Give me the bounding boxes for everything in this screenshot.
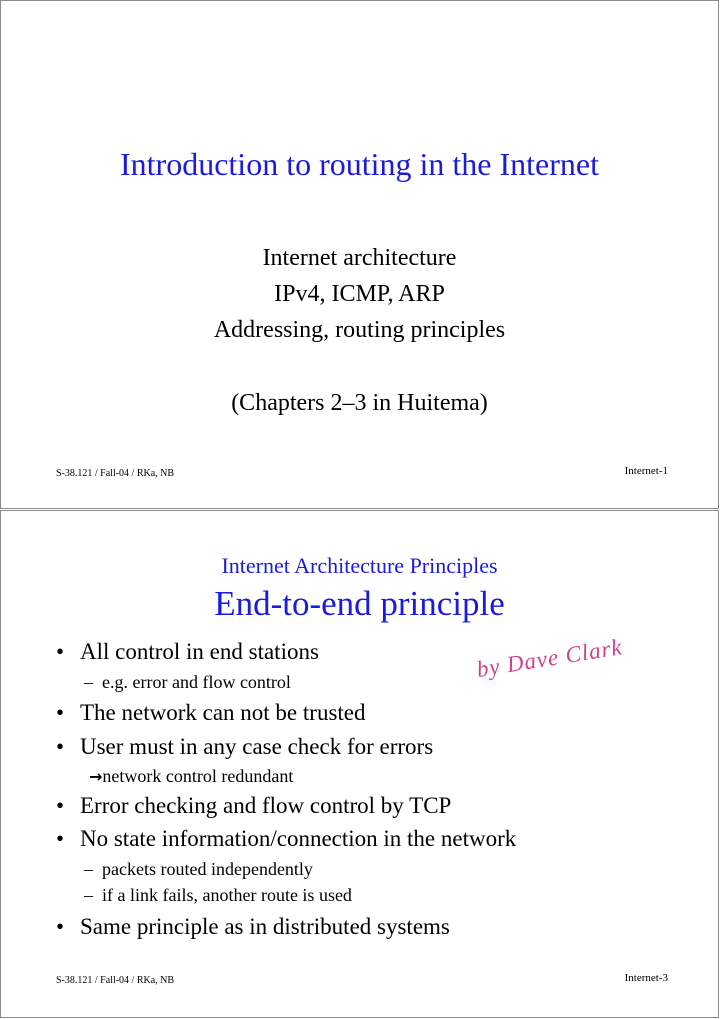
slide-1-footer-page: Internet-1	[624, 465, 668, 477]
bullet-item: • The network can not be trusted	[56, 700, 366, 725]
sub-item-text: e.g. error and flow control	[102, 672, 291, 692]
handwritten-annotation: by Dave Clark	[474, 634, 625, 683]
right-arrow-icon: →	[89, 767, 103, 786]
bullet-text: Same principle as in distributed systems	[80, 914, 450, 939]
bullet-text: The network can not be trusted	[80, 700, 366, 725]
bullet-text: No state information/connection in the network	[80, 826, 517, 851]
slide-1-line-protocols: IPv4, ICMP, ARP	[274, 281, 445, 307]
sub-item-text: packets routed independently	[102, 859, 313, 879]
slide-2-title: End-to-end principle	[214, 584, 505, 623]
bullet-item: • User must in any case check for errors	[56, 734, 434, 759]
bullet-item: • All control in end stations	[56, 639, 319, 664]
sub-item: – if a link fails, another route is used	[84, 885, 352, 905]
slide-2-pretitle: Internet Architecture Principles	[221, 553, 498, 578]
slide-1-title: Introduction to routing in the Internet	[120, 146, 599, 182]
bullet-item: • Error checking and flow control by TCP	[56, 793, 452, 818]
bullet-text: All control in end stations	[80, 639, 319, 664]
slide-1-line-architecture: Internet architecture	[262, 245, 457, 271]
sub-item-text: network control redundant	[102, 766, 294, 786]
bullet-item: • No state information/connection in the network	[56, 826, 517, 851]
sub-item: – e.g. error and flow control	[84, 672, 291, 692]
slide-2-footer-course: S-38.121 / Fall-04 / RKa, NB	[56, 975, 175, 986]
bullet-item: • Same principle as in distributed systems	[56, 914, 450, 939]
bullet-text: Error checking and flow control by TCP	[80, 793, 452, 818]
slide-2	[0, 510, 719, 1018]
slide-1-footer-course: S-38.121 / Fall-04 / RKa, NB	[56, 468, 175, 479]
sub-item-text: if a link fails, another route is used	[102, 885, 352, 905]
slide-2-footer-page: Internet-3	[624, 972, 668, 984]
slide-1-line-addressing: Addressing, routing principles	[213, 317, 506, 343]
sub-item: – packets routed independently	[84, 859, 313, 879]
sub-item	[89, 766, 293, 787]
slide-1-line-chapters: (Chapters 2–3 in Huitema)	[231, 390, 488, 416]
slide-1	[0, 0, 719, 509]
bullet-text: User must in any case check for errors	[80, 734, 434, 759]
